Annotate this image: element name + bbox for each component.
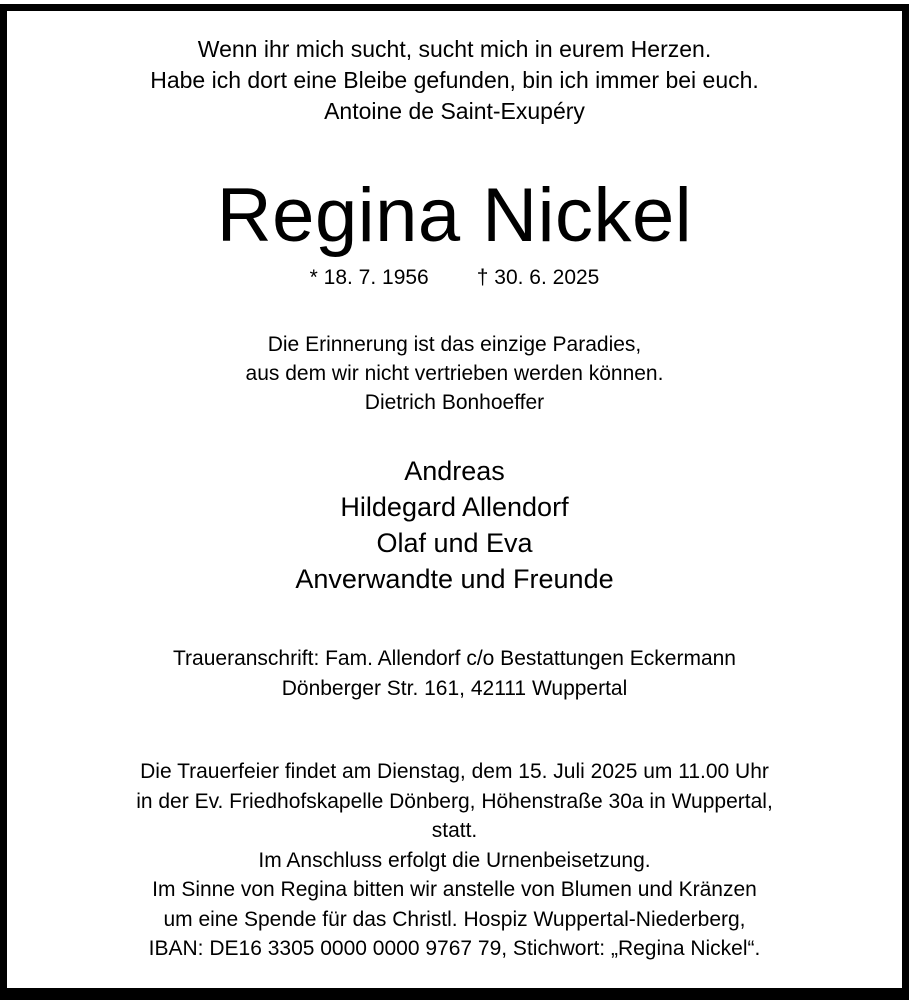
service-line: Die Trauerfeier findet am Dienstag, dem 15. Juli 2025 um 11.00 Uhr	[140, 760, 769, 783]
deceased-name: Regina Nickel	[216, 173, 693, 258]
quote-line: Habe ich dort eine Bleibe gefunden, bin ich immer bei euch.	[150, 67, 759, 93]
opening-quote	[0, 34, 909, 127]
mourner: Olaf und Eva	[376, 528, 533, 558]
mourner: Anverwandte und Freunde	[295, 564, 614, 594]
mourner: Hildegard Allendorf	[340, 492, 569, 522]
iban-line: IBAN: DE16 3305 0000 0000 9767 79, Stichwort: „Regina Nickel“.	[148, 937, 761, 960]
quote-line: aus dem wir nicht vertrieben werden können.	[245, 362, 664, 385]
service-line: in der Ev. Friedhofskapelle Dönberg, Höhenstraße 30a in Wuppertal,	[136, 789, 773, 813]
service-line: statt.	[431, 819, 478, 842]
service-line: Im Anschluss erfolgt die Urnenbeisetzung.	[258, 848, 651, 872]
life-dates	[0, 264, 909, 292]
quote-line: Wenn ihr mich sucht, sucht mich in eurem Herzen.	[197, 36, 712, 62]
address-line: Traueranschrift: Fam. Allendorf c/o Bestattungen Eckermann	[173, 647, 736, 670]
quote-line: Die Erinnerung ist das einzige Paradies,	[267, 333, 642, 356]
memorial-quote	[0, 330, 909, 417]
quote-author: Antoine de Saint-Exupéry	[324, 98, 585, 124]
birth-date: * 18. 7. 1956	[309, 266, 429, 289]
mourner: Andreas	[404, 456, 505, 486]
quote-author: Dietrich Bonhoeffer	[364, 391, 545, 414]
mourners-list	[0, 453, 909, 597]
donation-line: um eine Spende für das Christl. Hospiz Wuppertal-Niederberg,	[163, 907, 746, 931]
donation-line: Im Sinne von Regina bitten wir anstelle von Blumen und Kränzen	[152, 878, 757, 901]
funeral-service-info	[0, 757, 909, 964]
mourning-address	[0, 644, 909, 704]
death-date: † 30. 6. 2025	[476, 266, 600, 289]
address-line: Dönberger Str. 161, 42111 Wuppertal	[281, 677, 628, 700]
